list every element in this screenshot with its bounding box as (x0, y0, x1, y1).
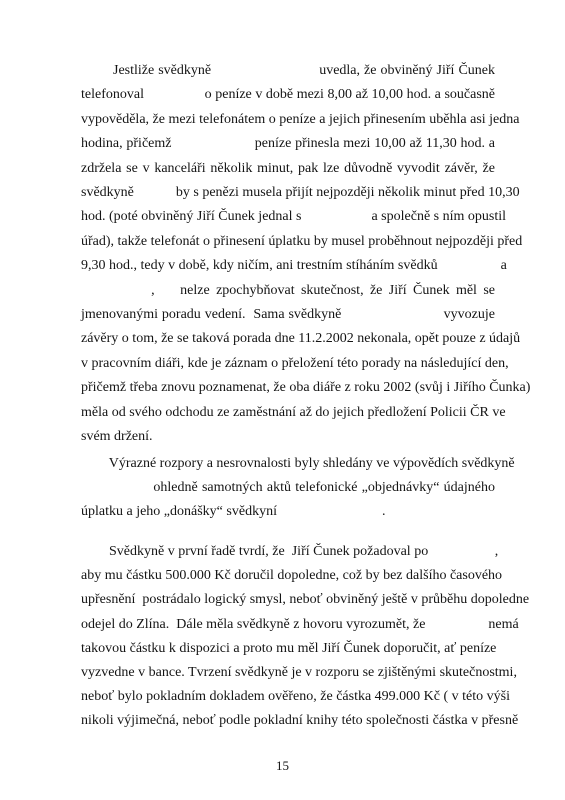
text-line: upřesnění postrádalo logický smysl, neboť obviněný ještě v průběhu dopoledne (81, 592, 530, 608)
page-number: 15 (276, 758, 289, 773)
text-line: svém držení. (81, 429, 153, 444)
text-line: hodina, přičemž peníze přinesla mezi 10,00 až 11,30 hod. a (81, 136, 495, 152)
text-line: svědkyně by s penězi musela přijít nejpozději několik minut před 10,30 (81, 185, 520, 200)
text-line: telefonoval o peníze v době mezi 8,00 až 10,00 hod. a současně (81, 87, 495, 103)
text-line: Jestliže svědkyně uvedla, že obviněný Jiří Čunek (81, 63, 495, 78)
text-line: 9,30 hod., tedy v době, kdy ničím, ani trestním stíháním svědků a (81, 258, 507, 274)
text-line: v pracovním diáři, kde je záznam o přeložení této porady na následující den, (81, 355, 509, 371)
text-line: Výrazné rozpory a nesrovnalosti byly shledány ve výpovědích svědkyně (81, 456, 515, 471)
text-line: zdržela se v kanceláři několik minut, pak lze důvodně vyvodit závěr, že (81, 160, 495, 176)
text-line: úřad), takže telefonát o přinesení úplatku by musel proběhnout nejpozději před (81, 233, 523, 249)
text-line: odejel do Zlína. Dále měla svědkyně z hovoru vyrozumět, že nemá (81, 616, 519, 632)
text-line: vyzvedne v bance. Tvrzení svědkyně je v rozporu se zjištěnými skutečnostmi, (81, 665, 517, 680)
text-line: přičemž třeba znovu poznamenat, že oba diáře z roku 2002 (svůj i Jiřího Čunka) (81, 380, 531, 396)
text-line: vypověděla, že mezi telefonátem o peníze a jejich přinesením uběhla asi jedna (81, 111, 520, 127)
text-line: ohledně samotných aktů telefonické „objednávky“ údajného (81, 480, 495, 495)
text-line: závěry o tom, že se taková porada dne 11.2.2002 nekonala, opět pouze z údajů (81, 331, 521, 347)
text-line: Svědkyně v první řadě tvrdí, že Jiří Čunek požadoval po , (81, 544, 499, 559)
text-line: takovou částku k dispozici a proto mu měl Jiří Čunek doporučit, ať peníze (81, 640, 497, 656)
text-line: aby mu částku 500.000 Kč doručil dopoledne, což by bez dalšího časového (81, 568, 503, 584)
text-line: nikoli výjimečná, neboť podle pokladní knihy této společnosti částka v přesně (81, 713, 519, 729)
text-line: měla od svého odchodu ze zaměstnání až do jejich předložení Policii ČR ve (81, 404, 506, 420)
text-line: hod. (poté obviněný Jiří Čunek jednal s a společně s ním opustil (81, 209, 507, 225)
text-line: neboť bylo pokladním dokladem ověřeno, že částka 499.000 Kč ( v této výši (81, 689, 510, 705)
text-line: úplatku a jeho „donášky“ svědkyní . (81, 504, 386, 519)
text-line: jmenovanými poradu vedení. Sama svědkyně vyvozuje (81, 307, 495, 322)
text-line: , nelze zpochybňovat skutečnost, že Jiří Čunek měl se (81, 282, 495, 298)
